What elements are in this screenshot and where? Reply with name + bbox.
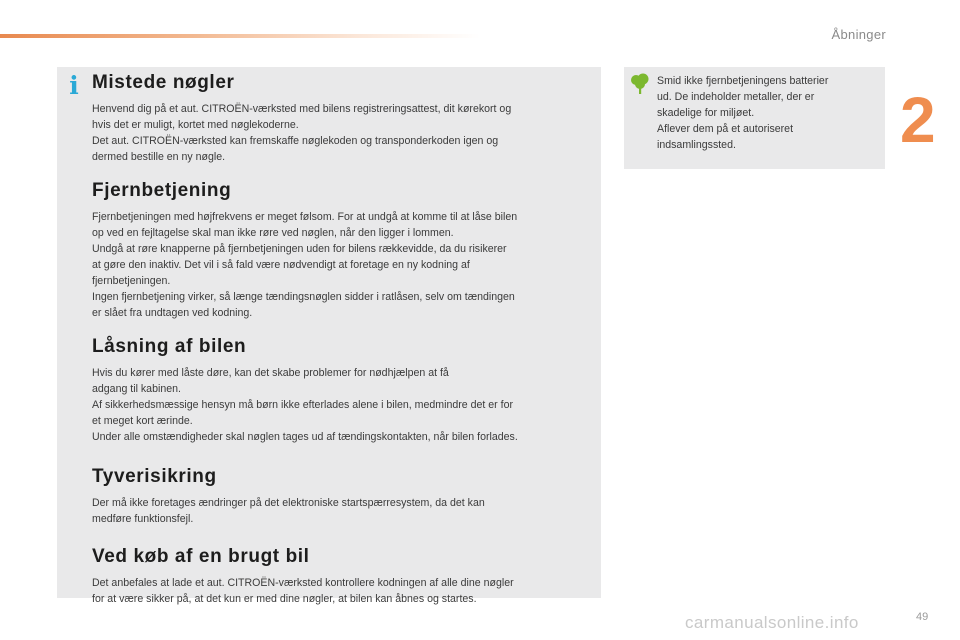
section-title: Tyverisikring bbox=[92, 466, 217, 487]
section-locking bbox=[92, 335, 592, 445]
section-title: Fjernbetjening bbox=[92, 180, 232, 201]
section-title: Mistede nøgler bbox=[92, 72, 235, 93]
eco-note-text: Smid ikke fjernbetjeningens batterier ud. De indeholder metaller, der er skadelige for miljøet. Aflever dem på et autoriseret indsamlingssted. bbox=[657, 75, 829, 151]
section-used-car bbox=[92, 545, 592, 607]
main-content bbox=[92, 71, 592, 621]
paragraph-text: Det anbefales at lade et aut. CITROËN-værksted kontrollere kodningen af alle dine nøgler for at være sikker på, at det kun er med dine nøgler, at bilen kan åbnes og startes. bbox=[92, 577, 514, 605]
paragraph-text: Der må ikke foretages ændringer på det elektroniske startspærresystem, da det kan medføre funktionsfejl. bbox=[92, 497, 485, 525]
section-lost-keys bbox=[92, 71, 592, 165]
watermark: carmanualsonline.info bbox=[685, 613, 859, 632]
leaf-icon bbox=[630, 73, 650, 95]
section-title: Låsning af bilen bbox=[92, 336, 247, 357]
page-number: 49 bbox=[916, 611, 929, 623]
info-icon: i bbox=[69, 71, 79, 100]
section-remote-control bbox=[92, 179, 592, 321]
paragraph-text: Henvend dig på et aut. CITROËN-værksted med bilens registreringsattest, dit kørekort og hvis det er muligt, kortet med nøglekoderne. Det aut. CITROËN-værksted kan fremskaffe nøglekoden og transponderkoden igen og dermed bestille en ny nøgle. bbox=[92, 103, 512, 163]
paragraph-text: Hvis du kører med låste døre, kan det skabe problemer for nødhjælpen at få adgang til kabinen. Af sikkerhedsmæssige hensyn må børn ikke efterlades alene i bilen, medmindre det er for et meget kort ærinde. Under alle omstændigheder skal nøglen tages ud af tændingskontakten, når bilen forlades. bbox=[92, 367, 518, 443]
chapter-number: 2 bbox=[900, 84, 936, 156]
chapter-title: Åbninger bbox=[831, 27, 886, 42]
paragraph-text: Fjernbetjeningen med højfrekvens er meget følsom. For at undgå at komme til at låse bilen op ved en fejltagelse skal man ikke røre ved nøglen, når den ligger i lommen. Undgå at røre knapperne på fjernbetjeningen uden for bilens rækkevidde, da du risikerer at gøre den inaktiv. Det vil i så fald være nødvendigt at foretage en ny kodning af fjernbetjeningen. Ingen fjernbetjening virker, så længe tændingsnøglen sidder i ratlåsen, selv om tændingen er slået fra undtagen ved kodning. bbox=[92, 211, 518, 319]
section-anti-theft bbox=[92, 465, 592, 527]
section-title: Ved køb af en brugt bil bbox=[92, 546, 310, 567]
header-accent-bar bbox=[0, 34, 480, 38]
